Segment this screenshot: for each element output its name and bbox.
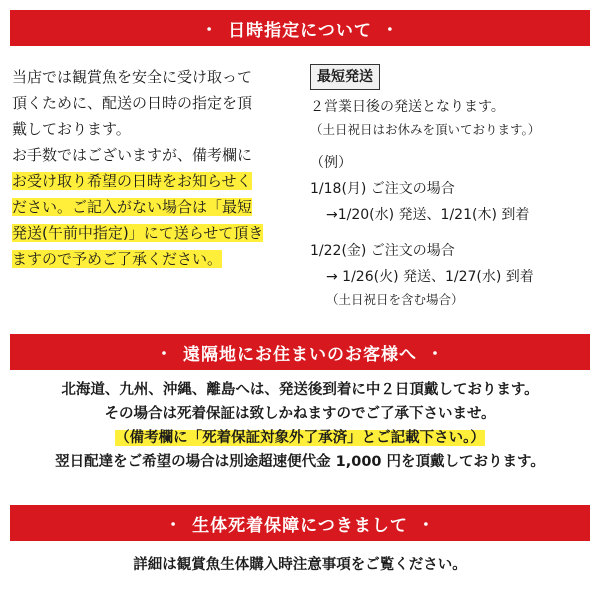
bullet-dot: ・ bbox=[417, 514, 435, 534]
example-order: 1/18(月) ご注文の場合 bbox=[310, 181, 455, 197]
banner-date-time bbox=[10, 10, 590, 46]
example-shipping: → 1/26(火) 発送、1/27(水) 到着 bbox=[326, 269, 534, 285]
bullet-dot: ・ bbox=[201, 19, 219, 39]
example-order: 1/22(金) ご注文の場合 bbox=[310, 243, 455, 259]
banner-title: 生体死着保障につきまして bbox=[192, 515, 408, 536]
text-line: 頂くために、配送の日時の指定を頂 bbox=[12, 94, 253, 112]
shortest-shipping-info bbox=[310, 64, 540, 310]
text-line: お手数ではございますが、備考欄に bbox=[12, 146, 253, 164]
text-line: 翌日配達をご希望の場合は別途超速便代金 1,000 円を頂戴しております。 bbox=[55, 454, 545, 470]
highlighted-text: ださい。ご記入がない場合は「最短 bbox=[12, 198, 253, 216]
bullet-dot: ・ bbox=[155, 343, 173, 363]
banner-title: 遠隔地にお住まいのお客様へ bbox=[183, 344, 417, 365]
remote-areas-description bbox=[0, 378, 600, 474]
example-shipping: →1/20(水) 発送、1/21(木) 到着 bbox=[326, 207, 530, 223]
bullet-dot: ・ bbox=[427, 343, 445, 363]
text-line: その場合は死着保証は致しかねますのでご了承下さいませ。 bbox=[104, 406, 496, 422]
highlighted-text: 発送(午前中指定)」にて送らせて頂き bbox=[12, 224, 264, 242]
example-label: （例） bbox=[310, 155, 352, 171]
bullet-dot: ・ bbox=[381, 19, 399, 39]
note: （土日祝日を含む場合） bbox=[326, 292, 464, 307]
text-line: 北海道、九州、沖縄、離島へは、発送後到着に中２日頂戴しております。 bbox=[61, 382, 539, 398]
banner-title: 日時指定について bbox=[228, 20, 372, 41]
bullet-dot: ・ bbox=[165, 514, 183, 534]
date-time-description bbox=[12, 64, 263, 272]
text-line: 詳細は観賞魚生体購入時注意事項をご覧ください。 bbox=[133, 557, 467, 573]
shortest-shipping-badge: 最短発送 bbox=[310, 64, 380, 90]
highlighted-text: （備考欄に「死着保証対象外了承済」とご記載下さい。） bbox=[115, 430, 485, 446]
death-guarantee-description bbox=[0, 552, 600, 578]
note: （土日祝日はお休みを頂いております。） bbox=[310, 122, 541, 137]
highlighted-text: お受け取り希望の日時をお知らせく bbox=[12, 172, 252, 190]
text-line: 戴しております。 bbox=[12, 120, 131, 138]
text-line: ２営業日後の発送となります。 bbox=[310, 99, 505, 115]
highlighted-text: ますので予めご了承ください。 bbox=[12, 250, 223, 268]
text-line: 当店では観賞魚を安全に受け取って bbox=[12, 68, 253, 86]
banner-death-guarantee bbox=[10, 505, 590, 541]
banner-remote-areas bbox=[10, 334, 590, 370]
